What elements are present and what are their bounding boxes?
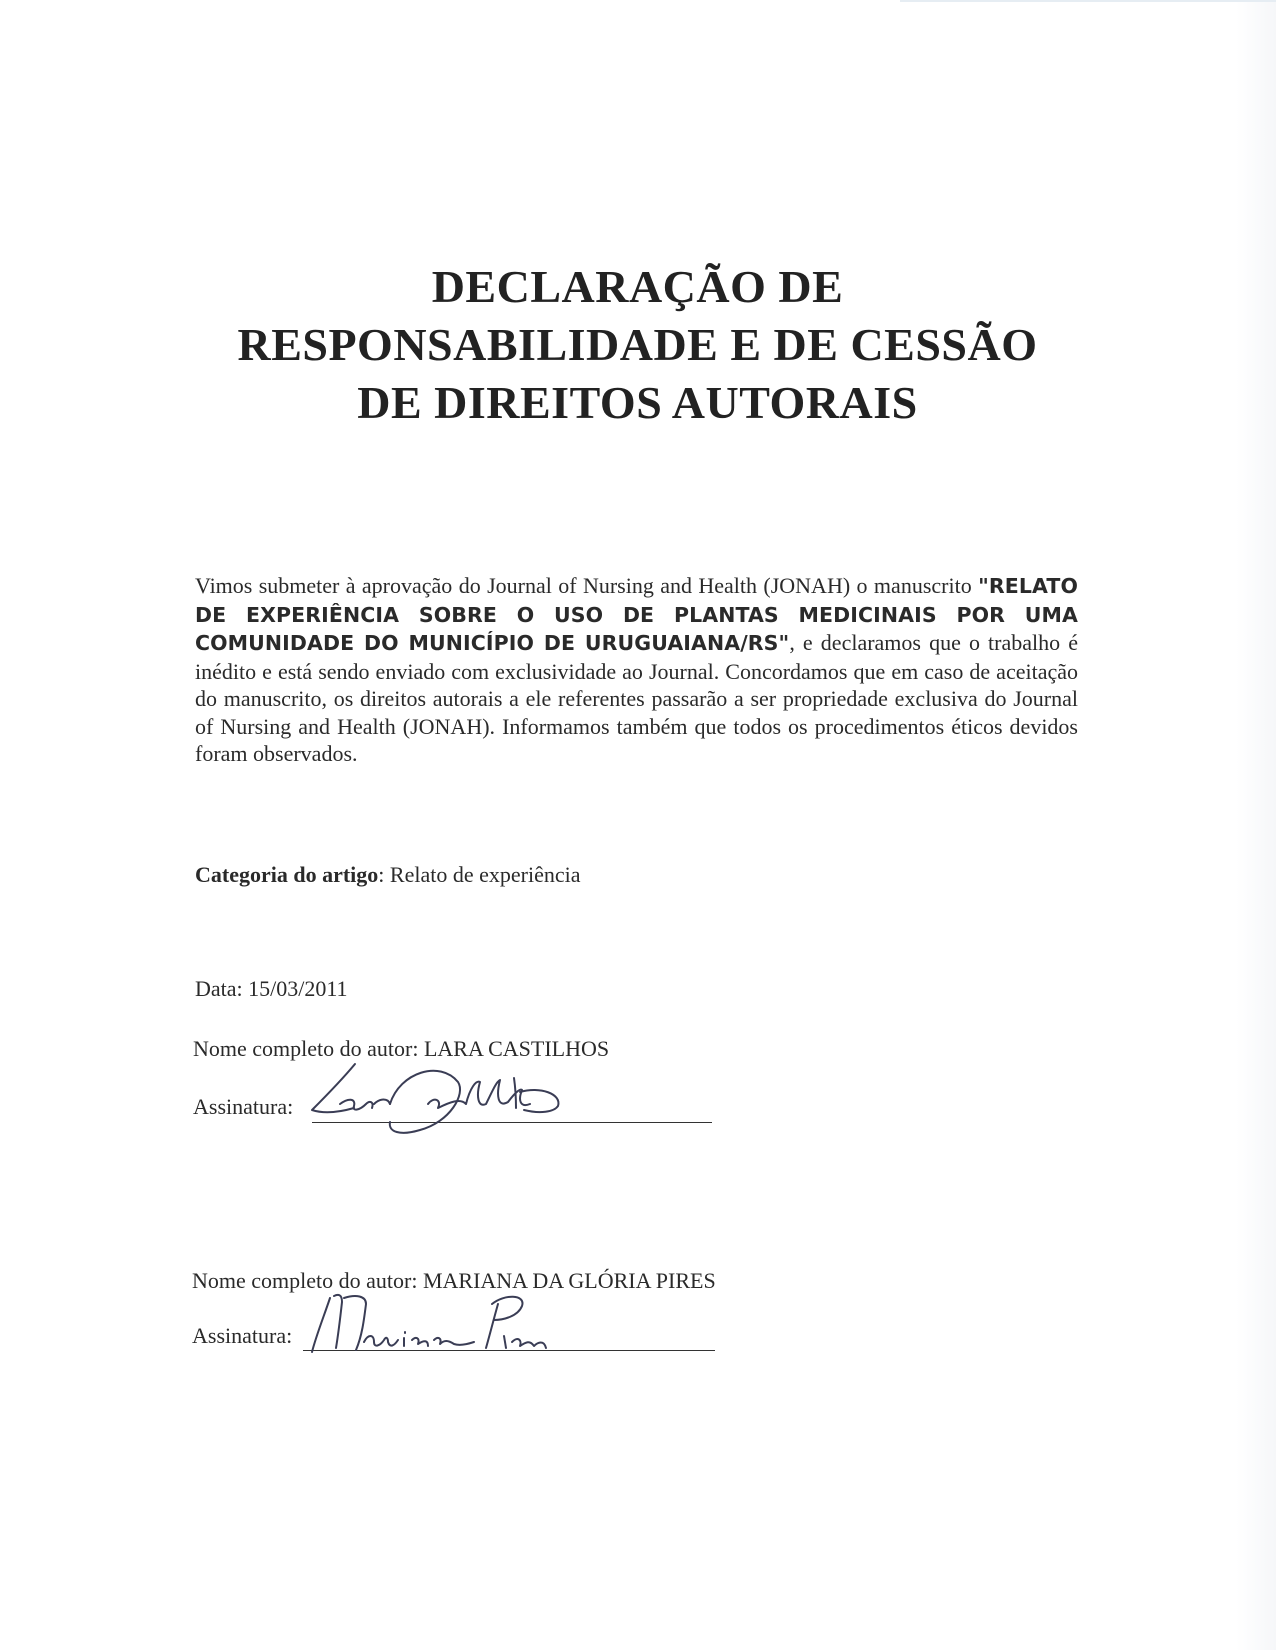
paragraph-rest: , e declaramos que o trabalho é inédito e está sendo enviado com exclusividade ao Journal. Concordamos que em caso de aceitação do manuscrito, os direitos autorais a ele referentes passarão a ser propriedade exclusiva do Journal of Nursing and Health (JONAH). Informamos também que todos os procedimentos éticos devidos foram observados.: [195, 630, 1078, 766]
manuscript-title: "RELATO DE EXPERIÊNCIA SOBRE O USO DE PLANTAS MEDICINAIS POR UMA COMUNIDADE DO MUNICÍPIO DE URUGUAIANA/RS": [195, 574, 1079, 655]
category-value: : Relato de experiência: [378, 862, 581, 887]
category-label: Categoria do artigo: [195, 862, 379, 887]
author-1-signature: [310, 1052, 570, 1142]
author-1-name: Nome completo do autor: LARA CASTILHOS: [193, 1036, 610, 1061]
date-line: Data: 15/03/2011: [195, 976, 348, 1001]
article-category: [195, 862, 580, 888]
title-line-1: DECLARAÇÃO DE: [431, 261, 844, 312]
declaration-paragraph: [195, 572, 1078, 768]
scan-edge-top: [900, 0, 1276, 2]
author-2-signature: [308, 1290, 578, 1360]
paragraph-intro: Vimos submeter à aprovação do Journal of Nursing and Health (JONAH) o manuscrito: [195, 573, 972, 598]
document-title: [150, 258, 1125, 432]
author-2-signature-label: Assinatura:: [192, 1323, 293, 1348]
title-line-2: RESPONSABILIDADE E DE CESSÃO: [237, 319, 1038, 370]
author-2-name: Nome completo do autor: MARIANA DA GLÓRIA PIRES: [192, 1268, 716, 1293]
scan-edge: [1236, 0, 1276, 1650]
author-1-signature-label: Assinatura:: [193, 1094, 294, 1119]
title-line-3: DE DIREITOS AUTORAIS: [357, 377, 918, 428]
